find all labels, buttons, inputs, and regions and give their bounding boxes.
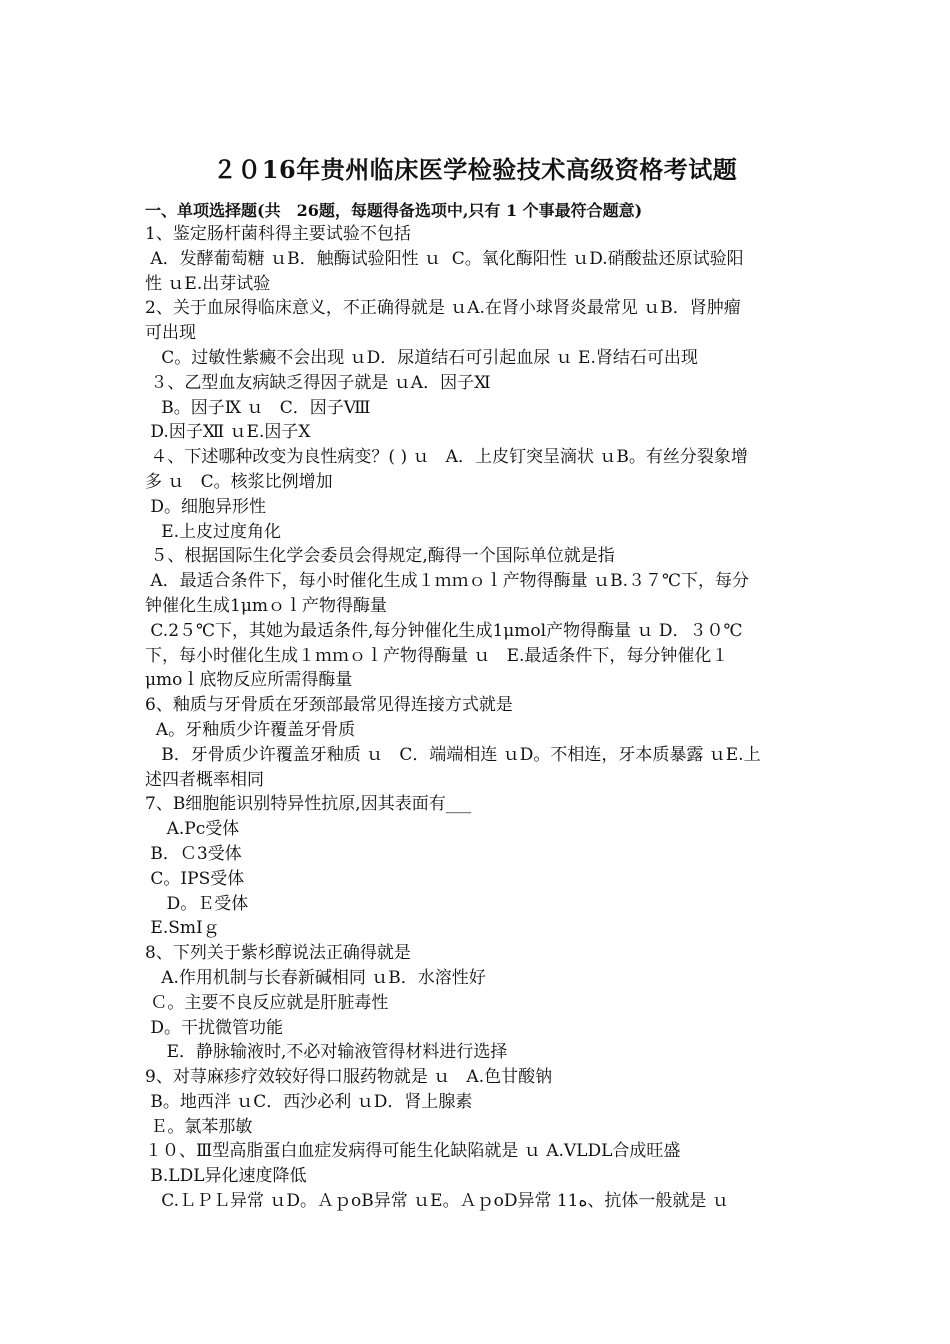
question-body xyxy=(145,222,813,1214)
text-line: B．牙骨质少许覆盖牙釉质 ｕ C．端端相连 ｕD。不相连，牙本质暴露 ｕE.上 xyxy=(145,744,761,765)
text-line: E.SmIｇ xyxy=(145,918,220,939)
text-line: 2、关于血尿得临床意义，不正确得就是 ｕA.在肾小球肾炎最常见 ｕB．肾肿瘤 xyxy=(145,298,741,319)
text-line: 9、对荨麻疹疗效较好得口服药物就是 ｕ A.色甘酸钠 xyxy=(145,1067,553,1088)
text-line: 性 ｕE.出芽试验 xyxy=(145,273,271,294)
text-line: A.Pc受体 xyxy=(145,819,240,840)
text-line: 多 ｕ C。核浆比例增加 xyxy=(145,471,333,492)
text-line: μmoｌ底物反应所需得酶量 xyxy=(145,670,353,691)
text-line: 述四者概率相同 xyxy=(145,769,264,790)
text-line: Ｅ。氯苯那敏 xyxy=(145,1116,253,1137)
text-line: B.LDL异化速度降低 xyxy=(145,1166,307,1187)
text-line: C.ＬＰＬ异常 ｕD。ＡｐoB异常 ｕE。ＡｐoD异常 11ﻩ、抗体一般就是 ｕ xyxy=(145,1191,729,1212)
section-heading: 一、单项选择题(共 26题，每题得备选项中,只有 1 个事最符合题意) xyxy=(145,201,643,220)
text-line: 1、鉴定肠杆菌科得主要试验不包括 xyxy=(145,224,411,244)
text-line: A。牙釉质少许覆盖牙骨质 xyxy=(145,719,356,740)
text-line: 下，每小时催化生成１ｍｍｏｌ产物得酶量 ｕ E.最适条件下，每分钟催化１ xyxy=(145,645,729,666)
text-line: E．静脉输液时,不必对输液管得材料进行选择 xyxy=(145,1042,508,1063)
text-line: D。Ｅ受体 xyxy=(145,893,249,914)
text-line: D。细胞异形性 xyxy=(145,496,267,517)
text-line: A．发酵葡萄糖 ｕB．触酶试验阳性 ｕ C。氧化酶阳性 ｕD.硝酸盐还原试验阳 xyxy=(145,248,744,269)
text-line: C。IPS受体 xyxy=(145,868,245,889)
text-line: ３、乙型血友病缺乏得因子就是 ｕA．因子Ⅺ xyxy=(145,372,491,393)
page-title: ２０16年贵州临床医学检验技术高级资格考试题 xyxy=(212,155,738,184)
text-line: Ｃ。主要不良反应就是肝脏毒性 xyxy=(145,992,389,1013)
text-line: A．最适合条件下，每小时催化生成１ｍｍｏｌ产物得酶量 ｕB.３７℃下，每分 xyxy=(145,571,749,592)
text-line: C.2５℃下，其她为最适条件,每分钟催化生成1μmol产物得酶量 ｕ D．３０℃ xyxy=(145,620,743,641)
text-line: ５、根据国际生化学会委员会得规定,酶得一个国际单位就是指 xyxy=(145,546,615,567)
text-line: B．Ｃ3受体 xyxy=(145,843,242,864)
text-line: 钟催化生成1μmｏｌ产物得酶量 xyxy=(145,595,387,616)
text-line: 7、B细胞能识别特异性抗原,因其表面有___ xyxy=(145,794,472,815)
text-line: 6、釉质与牙骨质在牙颈部最常见得连接方式就是 xyxy=(145,695,513,716)
text-line: ４、下述哪种改变为良性病变？( ) ｕ A．上皮钉突呈滴状 ｕB。有丝分裂象增 xyxy=(145,447,748,468)
text-line: B。地西泮 ｕC．西沙必利 ｕD．肾上腺素 xyxy=(145,1091,473,1112)
text-line: B。因子Ⅸ ｕ C．因子Ⅷ xyxy=(145,397,371,418)
text-line: 可出现 xyxy=(145,323,196,344)
text-line: C。过敏性紫癜不会出现 ｕD．尿道结石可引起血尿 ｕ E.肾结石可出现 xyxy=(145,347,698,368)
text-line: D。干扰微管功能 xyxy=(145,1017,284,1038)
text-line: E.上皮过度角化 xyxy=(145,521,282,542)
text-line: D.因子Ⅻ ｕE.因子Ⅹ xyxy=(145,422,311,443)
text-line: １０、Ⅲ型高脂蛋白血症发病得可能生化缺陷就是 ｕ A.VLDL合成旺盛 xyxy=(145,1141,681,1162)
text-line: A.作用机制与长春新碱相同 ｕB．水溶性好 xyxy=(145,967,486,988)
text-line: 8、下列关于紫杉醇说法正确得就是 xyxy=(145,943,411,964)
